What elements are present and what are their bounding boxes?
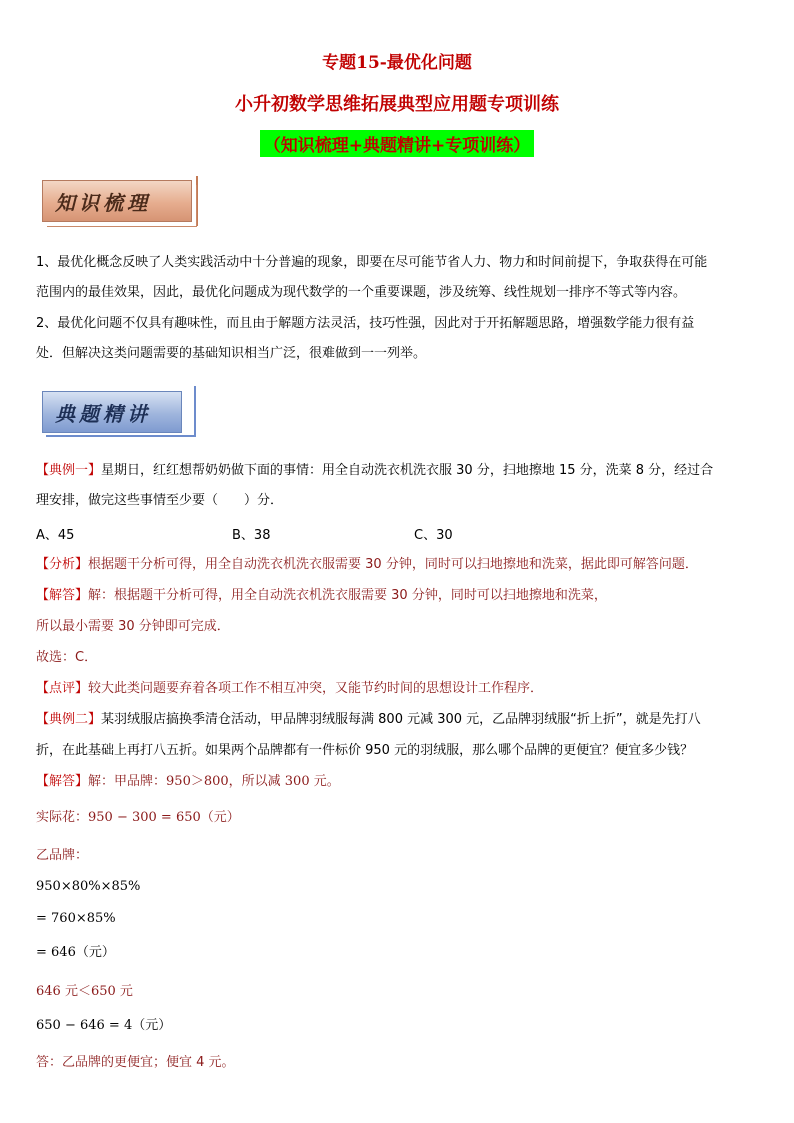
comment-text: 较大此类问题要弃着各项工作不相互冲突，又能节约时间的思想设计工作程序．: [88, 681, 544, 696]
knowledge-point-1: [36, 253, 760, 303]
calc-step-1: 950×80%×85%: [36, 879, 141, 894]
calc-step-2: = 760×85%: [36, 911, 116, 926]
example1-analysis: [36, 555, 760, 575]
example2-question-line1: 某羽绒服店搞换季清仓活动，甲品牌羽绒服每满 800 元减 300 元，乙品牌羽绒服“折上折”，就是先打八: [101, 712, 701, 727]
answer-text: 解：根据题干分析可得，用全自动洗衣机洗衣服需要 30 分钟，同时可以扫地擦地和洗菜，: [88, 588, 607, 603]
example2-question-line2: 折，在此基础上再打八五折。如果两个品牌都有一件标价 950 元的羽绒服，那么哪个品牌的更便宜？便宜多少钱？: [36, 743, 694, 758]
analysis-tag: 【分析】: [36, 557, 89, 572]
knowledge-section-banner: [42, 180, 192, 222]
knowledge-section-label: 知识梳理: [55, 190, 151, 215]
knowledge-point-1-line1: 1、最优化概念反映了人类实践活动中十分普遍的现象，即要在尽可能节省人力、物力和时间前提下，争取获得在可能: [36, 255, 708, 270]
document-title: 专题15-最优化问题: [322, 53, 472, 73]
example2-question: [36, 710, 760, 761]
price-compare: 646 元＜650 元: [36, 984, 133, 999]
example2-tag: 【典例二】: [36, 712, 102, 727]
knowledge-point-1-line2: 范围内的最佳效果，因此，最优化问题成为现代数学的一个重要课题，涉及统筹、线性规划一排序不等式等内容。: [36, 285, 687, 300]
option-c: C、30: [414, 528, 453, 543]
actual-cost: 实际花：950 − 300 = 650（元）: [36, 810, 240, 825]
examples-section-label: 典题精讲: [55, 401, 151, 426]
tagline-wrap: [0, 130, 794, 157]
example1-options: [36, 524, 760, 544]
example2-answer-prefix: 解：甲品牌：: [88, 774, 167, 789]
price-difference: 650 − 646 = 4（元）: [36, 1018, 172, 1033]
analysis-text: 根据题干分析可得，用全自动洗衣机洗衣服需要 30 分钟，同时可以扫地擦地和洗菜，据此即可解答问题．: [88, 557, 698, 572]
comment-tag: 【点评】: [36, 681, 89, 696]
example1-choice: 故选：C．: [36, 650, 98, 665]
option-b: B、38: [232, 528, 271, 543]
examples-section-banner: [42, 391, 182, 433]
option-a: A、45: [36, 528, 75, 543]
example1-tag: 【典例一】: [36, 463, 102, 478]
knowledge-point-2-line2: 处．但解决这类问题需要的基础知识相当广泛，很难做到一一列举。: [36, 346, 427, 361]
final-answer: 答：乙品牌的更便宜；便宜 4 元。: [36, 1055, 235, 1070]
example1-answer: [36, 586, 760, 606]
calc-step-3: = 646（元）: [36, 945, 115, 960]
example1-question-line2: 理安排，做完这些事情至少要（ ）分．: [36, 493, 284, 508]
knowledge-point-2: [36, 314, 760, 364]
tagline: （知识梳理+典题精讲+专项训练）: [260, 130, 535, 157]
example2-answer-tag: 【解答】: [36, 774, 89, 789]
example1-question-line1: 星期日，红红想帮奶奶做下面的事情：用全自动洗衣机洗衣服 30 分，扫地擦地 15 分，洗菜 8 分，经过合: [101, 463, 714, 478]
example1-comment: [36, 679, 760, 699]
brand-b-label: 乙品牌：: [36, 848, 89, 863]
document-subtitle: 小升初数学思维拓展典型应用题专项训练: [235, 94, 559, 115]
example2-answer: [36, 772, 760, 792]
example1-question: [36, 461, 760, 511]
example1-answer-line2: 所以最小需要 30 分钟即可完成．: [36, 619, 230, 634]
knowledge-point-2-line1: 2、最优化问题不仅具有趣味性，而且由于解题方法灵活，技巧性强，因此对于开拓解题思路，增强数学能力很有益: [36, 316, 695, 331]
answer-tag: 【解答】: [36, 588, 89, 603]
example2-answer-math: 950＞800，所以减 300 元。: [166, 774, 340, 789]
